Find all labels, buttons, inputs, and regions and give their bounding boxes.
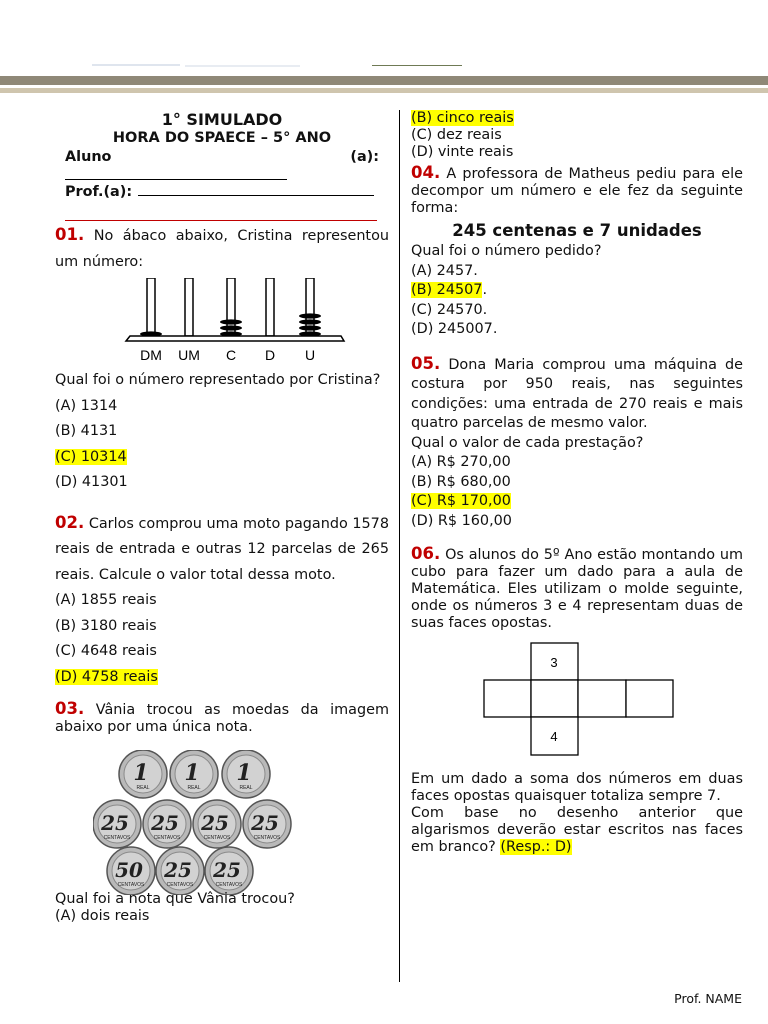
q5-option-a[interactable] — [411, 453, 743, 473]
q4-option-b-suffix: . — [482, 282, 488, 298]
abacus-base — [126, 336, 344, 341]
q4-number: 04. — [411, 163, 441, 182]
coin-word: CENTAVOS — [103, 835, 131, 841]
q4-option-d[interactable]: (D) 245007. — [411, 321, 498, 337]
coin-value: 1 — [133, 760, 149, 786]
q5-option-d-text: (D) R$ 160,00 — [411, 512, 512, 529]
abacus-label-dm: DM — [140, 347, 162, 363]
q5-text: Dona Maria comprou uma máquina de costura por 950 reais, nas seguintes condições: uma entrada de 270 reais e mais quatro parcelas de mesmo valor. — [411, 356, 743, 431]
q1-option-d[interactable] — [55, 470, 389, 496]
q5-option-c[interactable] — [411, 492, 743, 512]
q6-number: 06. — [411, 544, 441, 563]
coin-1 — [170, 750, 218, 798]
q2-stem — [55, 510, 389, 589]
q2-options — [55, 588, 389, 690]
coin-word: REAL — [136, 785, 150, 791]
aluno-blank[interactable] — [65, 166, 287, 180]
abacus-bead — [220, 319, 242, 324]
net-bottom-number: 4 — [550, 729, 558, 744]
coin-value: 25 — [213, 858, 241, 882]
coin-value: 1 — [184, 760, 200, 786]
q6-text: Os alunos do 5º Ano estão montando um cubo para fazer um dado para a aula de Matemática. Eles utilizam o molde seguinte, onde os números 3 e 4 representam duas de suas faces opostas. — [411, 547, 743, 631]
coin-25 — [93, 800, 141, 848]
coin-1 — [119, 750, 167, 798]
coin-value: 25 — [201, 811, 229, 835]
coins-figure — [93, 750, 313, 895]
q4-text: A professora de Matheus pediu para ele decompor um número e ele fez da seguinte forma: — [411, 166, 743, 216]
header-line-ghost — [372, 65, 462, 66]
abacus-label-um: UM — [178, 347, 200, 363]
q1-number: 01. — [55, 225, 85, 244]
q1-options — [55, 394, 389, 496]
q2-option-b-text: (B) 3180 reais — [55, 617, 157, 634]
q3-question: Qual foi a nota que Vânia trocou? — [55, 891, 295, 907]
footer-author: Prof. NAME — [674, 991, 742, 1006]
coin-word: REAL — [187, 785, 201, 791]
abacus-bead — [299, 325, 321, 330]
aluno-label: Aluno — [65, 149, 112, 165]
coin-value: 25 — [151, 811, 179, 835]
q3-option-b[interactable] — [411, 110, 743, 127]
q6-text2 — [411, 805, 743, 856]
header-logo-ghost — [185, 65, 300, 67]
coin-word: CENTAVOS — [117, 882, 145, 888]
coin-value: 25 — [251, 811, 279, 835]
net-face-far-right — [626, 680, 673, 717]
cube-net-figure — [483, 642, 683, 762]
q1-option-b[interactable] — [55, 419, 389, 445]
q6-text1: Em um dado a soma dos números em duas faces opostas quaisquer totaliza sempre 7. — [411, 771, 743, 804]
coin-50 — [107, 847, 155, 895]
abacus-bead — [220, 325, 242, 330]
q1-option-c-text: (C) 10314 — [55, 448, 127, 465]
net-face-center — [531, 680, 578, 717]
abacus-rods — [140, 278, 321, 337]
q4-stem — [411, 164, 743, 217]
q6-stem — [411, 545, 743, 632]
abacus-bead — [299, 313, 321, 318]
q1-option-b-text: (B) 4131 — [55, 423, 118, 439]
q2-option-c[interactable] — [55, 639, 389, 665]
coin-value: 1 — [236, 760, 252, 786]
coin-value: 25 — [101, 811, 129, 835]
q3-option-c[interactable]: (C) dez reais — [411, 127, 502, 143]
coin-word: CENTAVOS — [166, 882, 194, 888]
abacus-figure — [120, 278, 350, 368]
coin-1 — [222, 750, 270, 798]
q4-expression: 245 centenas e 7 unidades — [452, 221, 702, 240]
header-band — [0, 76, 768, 85]
coin-25 — [193, 800, 241, 848]
q5-option-b[interactable] — [411, 473, 743, 493]
q2-option-a-text: (A) 1855 reais — [55, 592, 157, 608]
q3-text: Vânia trocou as moedas da imagem abaixo por uma única nota. — [55, 702, 389, 735]
column-divider — [399, 110, 400, 982]
q5-stem — [411, 354, 743, 434]
q5-option-c-text: (C) R$ 170,00 — [411, 493, 511, 509]
header-band-thin — [0, 88, 768, 93]
q4-question: Qual foi o número pedido? — [411, 243, 602, 259]
q2-option-d-text: (D) 4758 reais — [55, 668, 158, 685]
q6-text2-body: Com base no desenho anterior que algarismos deverão estar escritos nas faces em branco? — [411, 805, 743, 855]
coin-25 — [243, 800, 291, 848]
q5-option-b-text: (B) R$ 680,00 — [411, 473, 511, 490]
q2-option-c-text: (C) 4648 reais — [55, 643, 157, 659]
coins — [93, 750, 291, 895]
coin-word: CENTAVOS — [153, 835, 181, 841]
net-face-right — [578, 680, 626, 717]
header-logo-ghost — [92, 64, 180, 66]
q1-option-d-text: (D) 41301 — [55, 474, 128, 490]
page-subtitle: HORA DO SPAECE – 5° ANO — [112, 130, 332, 146]
q2-option-a[interactable] — [55, 588, 389, 614]
abacus-rod-d — [266, 278, 274, 336]
q4-option-b-text: (B) 24507 — [411, 282, 483, 298]
q1-stem — [55, 222, 389, 275]
q2-number: 02. — [55, 512, 85, 532]
abacus-bead — [299, 319, 321, 324]
q4-option-a[interactable]: (A) 2457. — [411, 262, 478, 279]
coin-value: 50 — [115, 858, 143, 882]
q5-option-a-text: (A) R$ 270,00 — [411, 454, 511, 470]
prof-label: Prof.(a): — [65, 184, 133, 200]
q4-option-b[interactable] — [411, 281, 743, 301]
coin-word: REAL — [239, 785, 253, 791]
abacus-label-u: U — [304, 347, 316, 363]
q1-option-a-text: (A) 1314 — [55, 397, 118, 414]
q5-options — [411, 453, 743, 531]
coin-word: CENTAVOS — [253, 835, 281, 841]
abacus-label-c: C — [225, 347, 237, 363]
left-column — [55, 110, 389, 925]
prof-line — [65, 182, 389, 202]
q3-option-a[interactable]: (A) dois reais — [55, 908, 150, 924]
q5-option-d[interactable] — [411, 512, 743, 532]
q3-number: 03. — [55, 699, 85, 718]
q3-option-d[interactable]: (D) vinte reais — [411, 144, 514, 160]
q2-text: Carlos comprou uma moto pagando 1578 reais de entrada e outras 12 parcelas de 265 reais. Calcule o valor total dessa moto. — [55, 515, 389, 583]
right-column — [411, 110, 743, 856]
coin-25 — [143, 800, 191, 848]
q1-option-a[interactable] — [55, 394, 389, 420]
q2-option-d[interactable] — [55, 665, 389, 691]
prof-blank[interactable] — [138, 182, 374, 196]
q1-text: No ábaco abaixo, Cristina representou um número: — [55, 228, 390, 270]
coin-25 — [205, 847, 253, 895]
coin-value: 25 — [164, 858, 192, 882]
abacus-labels — [140, 347, 315, 363]
coin-word: CENTAVOS — [215, 882, 243, 888]
q1-option-c[interactable] — [55, 445, 389, 471]
q4-option-c[interactable]: (C) 24570. — [411, 301, 488, 318]
aluno-line — [65, 148, 379, 166]
q5-question: Qual o valor de cada prestação? — [411, 434, 644, 451]
abacus-label-d: D — [264, 347, 276, 363]
aluno-suffix: (a): — [350, 149, 379, 165]
abacus-rod-um — [185, 278, 193, 336]
coin-25 — [156, 847, 204, 895]
page-title: 1° SIMULADO — [161, 110, 283, 129]
red-rule — [65, 220, 377, 221]
q2-option-b[interactable] — [55, 614, 389, 640]
net-top-number: 3 — [550, 655, 558, 670]
q6-answer: (Resp.: D) — [500, 839, 572, 855]
q3-stem — [55, 700, 389, 736]
abacus-rod-dm — [147, 278, 155, 336]
coin-word: CENTAVOS — [203, 835, 231, 841]
q5-number: 05. — [411, 353, 441, 373]
q3-option-b-text: (B) cinco reais — [411, 110, 514, 126]
net-face-left — [484, 680, 531, 717]
q1-question: Qual foi o número representado por Cristina? — [55, 372, 381, 388]
